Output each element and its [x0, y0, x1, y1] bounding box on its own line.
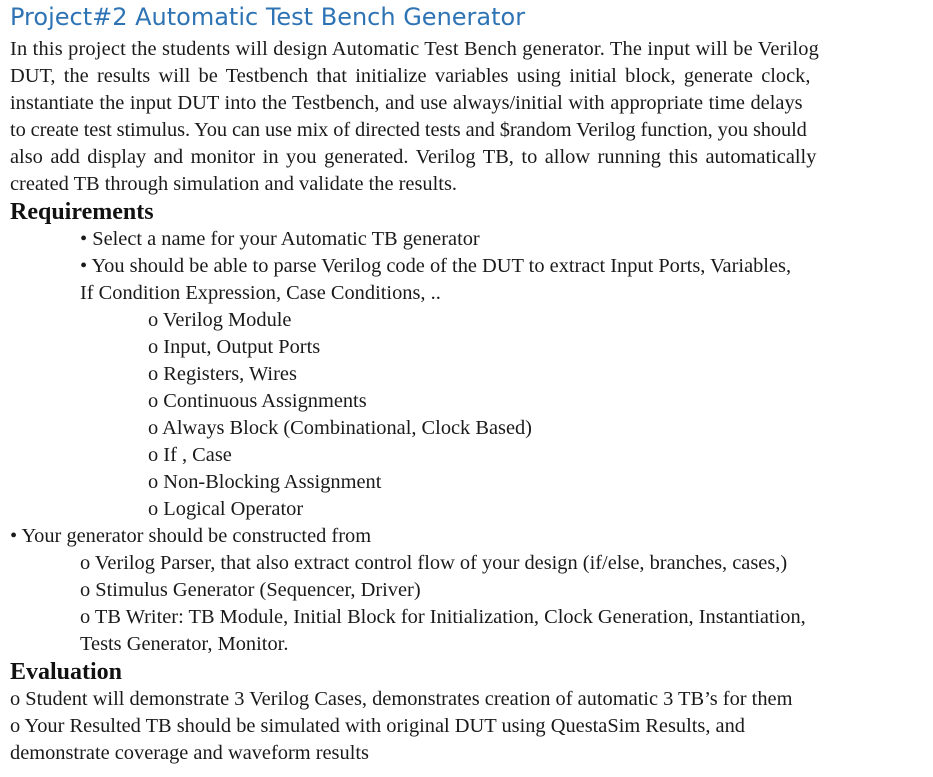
list-item: o Student will demonstrate 3 Verilog Cases, demonstrates creation of automatic 3 TB’s for them [10, 688, 793, 710]
requirement-bullet: • You should be able to parse Verilog code of the DUT to extract Input Ports, Variables, [80, 255, 792, 277]
requirement-bullet: • Select a name for your Automatic TB generator [80, 228, 480, 250]
intro-line: also add display and monitor in you generated. Verilog TB, to allow running this automatically [10, 146, 817, 168]
parse-items-list [10, 307, 928, 523]
requirements-heading: Requirements [10, 199, 154, 225]
list-item: o Verilog Parser, that also extract control flow of your design (if/else, branches, cases,) [80, 552, 788, 574]
list-item: o Stimulus Generator (Sequencer, Driver) [80, 579, 421, 601]
list-item-continuation: Tests Generator, Monitor. [80, 633, 289, 655]
list-item: o Continuous Assignments [148, 390, 367, 412]
requirement-bullet-continuation: If Condition Expression, Case Conditions, .. [80, 282, 441, 304]
list-item: o Verilog Module [148, 309, 292, 331]
requirement-bullet: • Your generator should be constructed from [10, 525, 372, 547]
list-item: o If , Case [148, 444, 232, 466]
list-item: o Logical Operator [148, 498, 304, 520]
intro-line: instantiate the input DUT into the Testbench, and use always/initial with appropriate time delays [10, 92, 803, 114]
list-item: o Your Resulted TB should be simulated with original DUT using QuestaSim Results, and [10, 715, 745, 737]
evaluation-heading: Evaluation [10, 659, 123, 685]
components-list [10, 550, 928, 658]
list-item: o Input, Output Ports [148, 336, 321, 358]
intro-line: to create test stimulus. You can use mix of directed tests and $random Verilog function, you should [10, 119, 807, 141]
list-item: o TB Writer: TB Module, Initial Block for Initialization, Clock Generation, Instantiation, [80, 606, 806, 628]
page-title: Project#2 Automatic Test Bench Generator [10, 3, 526, 31]
intro-line: created TB through simulation and validate the results. [10, 173, 457, 195]
evaluation-list [10, 686, 928, 767]
list-item: o Non-Blocking Assignment [148, 471, 382, 493]
list-item: o Always Block (Combinational, Clock Based) [148, 417, 532, 439]
document-page [10, 0, 928, 767]
list-item-continuation: demonstrate coverage and waveform results [10, 742, 369, 764]
list-item: o Registers, Wires [148, 363, 297, 385]
intro-line: In this project the students will design Automatic Test Bench generator. The input will be Verilog [10, 38, 820, 60]
intro-line: DUT, the results will be Testbench that initialize variables using initial block, generate clock, [10, 65, 811, 87]
intro-paragraph [10, 36, 928, 198]
